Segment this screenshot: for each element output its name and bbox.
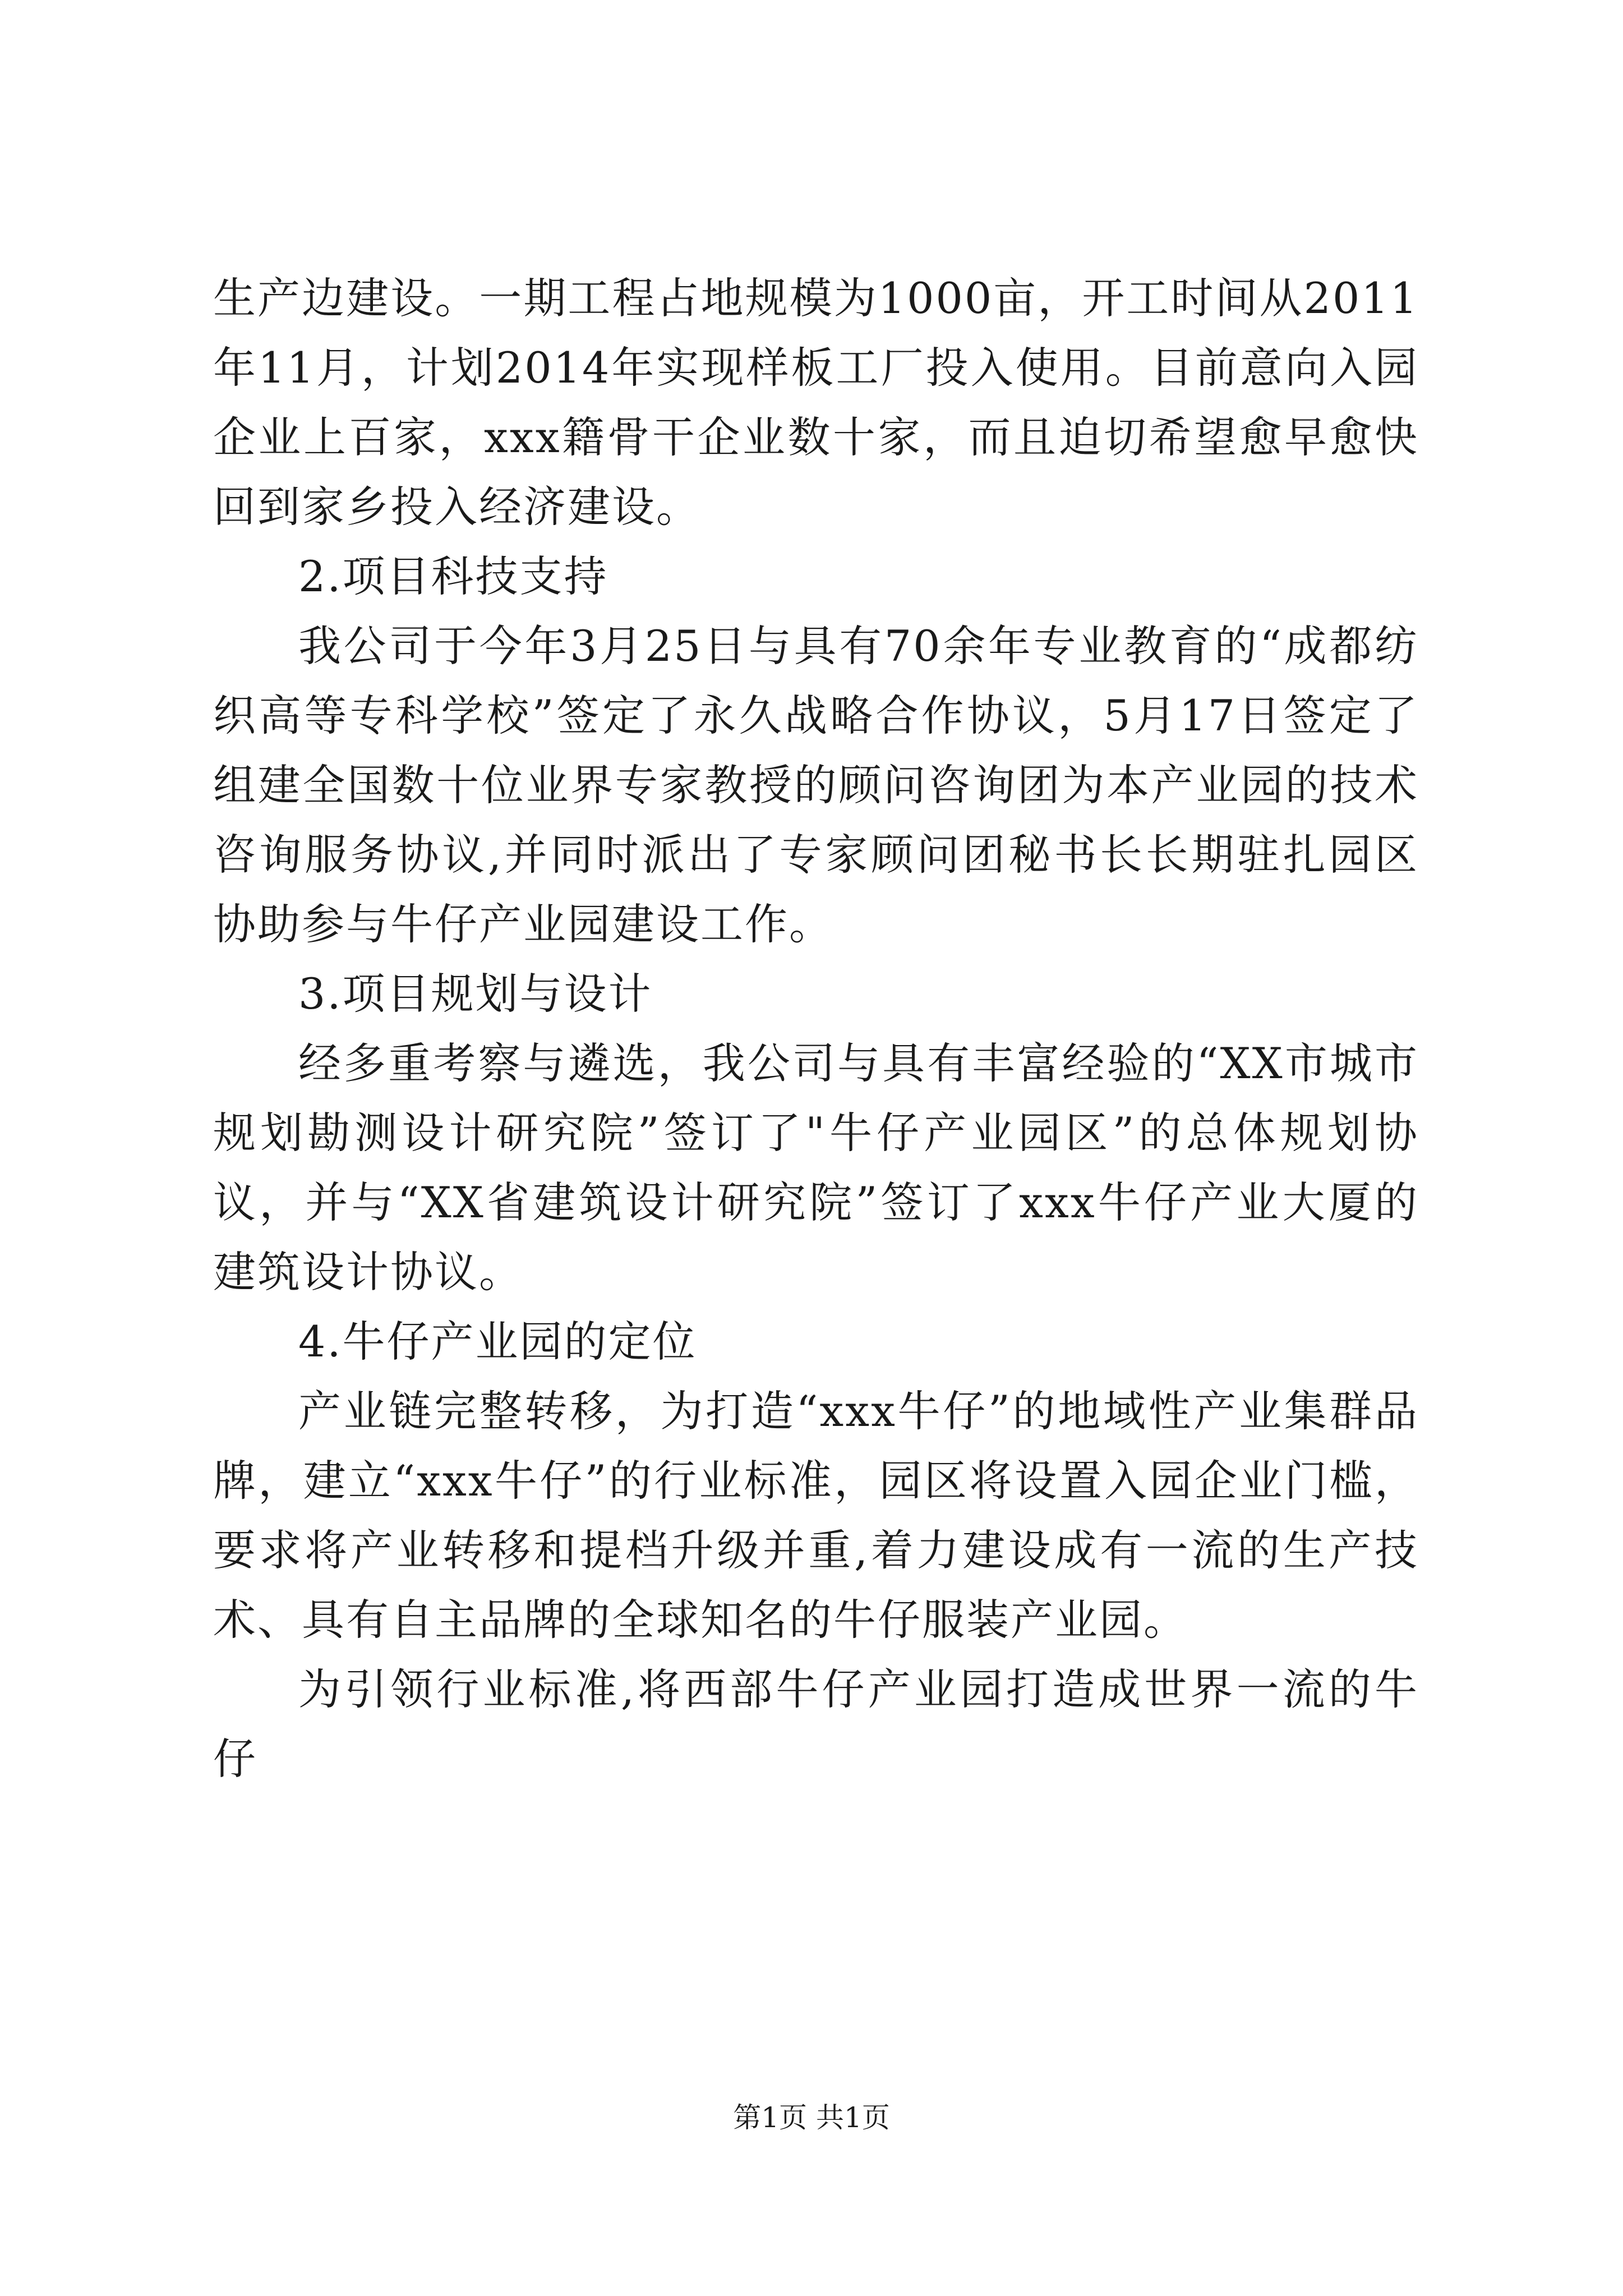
page-number: 第1页 共1页 bbox=[733, 2101, 890, 2134]
paragraph-positioning: 产业链完整转移，为打造“xxx牛仔”的地域性产业集群品牌，建立“xxx牛仔”的行业标准，园区将设置入园企业门槛，要求将产业转移和提档升级并重,着力建设成有一流的生产技术、具有自主品牌的全球知名的牛仔服装产业园。 bbox=[213, 1386, 1419, 1645]
section-heading-positioning: 4.牛仔产业园的定位 bbox=[298, 1317, 697, 1366]
paragraph-planning-design: 经多重考察与遴选，我公司与具有丰富经验的“XX市城市规划勘测设计研究院”签订了"牛仔产业园区”的总体规划协议，并与“XX省建筑设计研究院”签订了xxx牛仔产业大厦的建筑设计协议。 bbox=[213, 1038, 1419, 1297]
paragraph-tech-support: 我公司于今年3月25日与具有70余年专业教育的“成都纺织高等专科学校”签定了永久战略合作协议，5月17日签定了组建全国数十位业界专家教授的顾问咨询团为本产业园的技术咨询服务协议,并同时派出了专家顾问团秘书长长期驻扎园区协助参与牛仔产业园建设工作。 bbox=[213, 621, 1419, 949]
section-heading-planning-design: 3.项目规划与设计 bbox=[298, 969, 653, 1019]
document-body bbox=[213, 264, 1419, 1794]
paragraph-continuation: 生产边建设。一期工程占地规模为1000亩，开工时间从2011年11月，计划2014年实现样板工厂投入使用。目前意向入园企业上百家，xxx籍骨干企业数十家，而且迫切希望愈早愈快回到家乡投入经济建设。 bbox=[213, 273, 1419, 532]
section-heading-tech-support: 2.项目科技支持 bbox=[298, 551, 608, 601]
paragraph-industry-standard: 为引领行业标准,将西部牛仔产业园打造成世界一流的牛仔 bbox=[213, 1664, 1419, 1784]
page-footer bbox=[0, 2098, 1623, 2137]
